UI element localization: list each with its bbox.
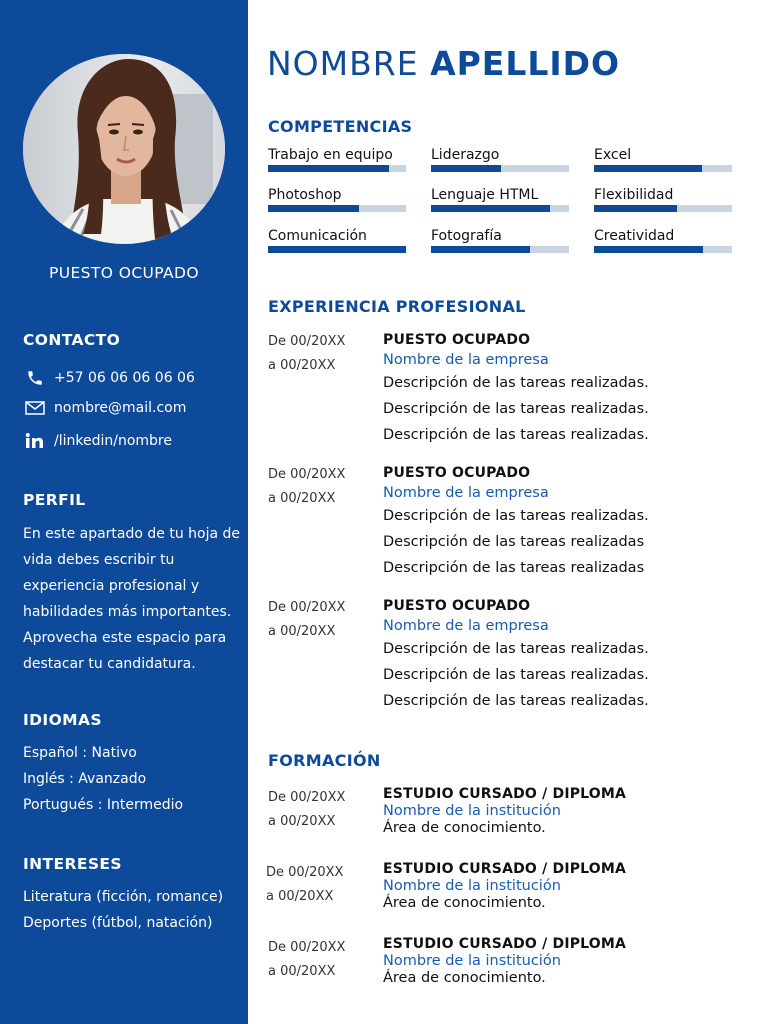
contact-heading: CONTACTO bbox=[23, 331, 121, 349]
skill-bar-fill bbox=[594, 165, 702, 172]
profile-text: En este apartado de tu hoja de vida debes escribir tu experiencia profesional y habilidades más importantes. Aprovecha este espacio para destacar tu candidatura. bbox=[23, 526, 241, 672]
skill-item bbox=[594, 185, 732, 212]
education-heading: FORMACIÓN bbox=[268, 751, 381, 770]
skill-item bbox=[594, 226, 732, 253]
date-from: De 00/20XX bbox=[268, 940, 346, 955]
skill-bar bbox=[268, 205, 406, 212]
task-description: Descripción de las tareas realizadas. bbox=[383, 693, 649, 709]
date-range bbox=[268, 786, 373, 834]
contact-linkedin[interactable] bbox=[24, 432, 172, 450]
date-range bbox=[268, 596, 373, 644]
skill-bar-fill bbox=[431, 165, 501, 172]
linkedin-text: /linkedin/nombre bbox=[54, 433, 172, 449]
date-to: a 00/20XX bbox=[268, 358, 336, 373]
skill-bar-fill bbox=[268, 246, 406, 253]
language-item: Inglés : Avanzado bbox=[23, 771, 147, 787]
date-to: a 00/20XX bbox=[266, 889, 334, 904]
skill-bar bbox=[594, 205, 732, 212]
skill-item bbox=[268, 185, 406, 212]
skill-item bbox=[268, 226, 406, 253]
date-from: De 00/20XX bbox=[268, 334, 346, 349]
skill-bar-fill bbox=[268, 205, 359, 212]
skill-item bbox=[594, 145, 732, 172]
phone-icon bbox=[24, 369, 46, 387]
skill-bar bbox=[594, 165, 732, 172]
institution-name: Nombre de la institución bbox=[383, 953, 561, 969]
skill-bar bbox=[431, 246, 569, 253]
date-range bbox=[268, 330, 373, 378]
date-range bbox=[268, 463, 373, 511]
skill-bar-fill bbox=[594, 246, 703, 253]
skill-bar-fill bbox=[431, 246, 530, 253]
skill-item bbox=[431, 145, 569, 172]
candidate-name bbox=[267, 44, 620, 83]
last-name: APELLIDO bbox=[430, 44, 621, 83]
interests-heading: INTERESES bbox=[23, 855, 122, 873]
skill-bar-fill bbox=[594, 205, 677, 212]
skill-label: Trabajo en equipo bbox=[268, 147, 393, 163]
job-role: PUESTO OCUPADO bbox=[383, 598, 531, 614]
skill-bar bbox=[431, 165, 569, 172]
skill-item bbox=[431, 226, 569, 253]
skill-bar bbox=[268, 165, 406, 172]
skill-label: Creatividad bbox=[594, 228, 675, 244]
mail-icon bbox=[24, 399, 46, 417]
date-to: a 00/20XX bbox=[268, 624, 336, 639]
skill-item bbox=[431, 185, 569, 212]
task-description: Descripción de las tareas realizadas. bbox=[383, 375, 649, 391]
skill-label: Lenguaje HTML bbox=[431, 187, 539, 203]
task-description: Descripción de las tareas realizadas bbox=[383, 560, 645, 576]
degree-title: ESTUDIO CURSADO / DIPLOMA bbox=[383, 861, 627, 877]
institution-name: Nombre de la institución bbox=[383, 803, 561, 819]
interests-list bbox=[23, 884, 223, 936]
date-range bbox=[266, 861, 371, 909]
date-from: De 00/20XX bbox=[268, 600, 346, 615]
study-area: Área de conocimiento. bbox=[383, 895, 546, 911]
experience-heading: EXPERIENCIA PROFESIONAL bbox=[268, 297, 526, 316]
study-area: Área de conocimiento. bbox=[383, 820, 546, 836]
date-range bbox=[268, 936, 373, 984]
skill-bar-fill bbox=[431, 205, 550, 212]
languages-list bbox=[23, 740, 183, 818]
job-role: PUESTO OCUPADO bbox=[383, 332, 531, 348]
task-description: Descripción de las tareas realizadas. bbox=[383, 401, 649, 417]
institution-name: Nombre de la institución bbox=[383, 878, 561, 894]
task-description: Descripción de las tareas realizadas bbox=[383, 534, 645, 550]
task-description: Descripción de las tareas realizadas. bbox=[383, 667, 649, 683]
skill-label: Fotografía bbox=[431, 228, 502, 244]
phone-text: +57 06 06 06 06 06 bbox=[54, 370, 195, 386]
company-name: Nombre de la empresa bbox=[383, 485, 549, 501]
task-description: Descripción de las tareas realizadas. bbox=[383, 427, 649, 443]
study-area: Área de conocimiento. bbox=[383, 970, 546, 986]
skill-label: Photoshop bbox=[268, 187, 342, 203]
portrait-image bbox=[23, 54, 225, 244]
skill-label: Comunicación bbox=[268, 228, 367, 244]
contact-email[interactable] bbox=[24, 399, 186, 417]
date-to: a 00/20XX bbox=[268, 814, 336, 829]
company-name: Nombre de la empresa bbox=[383, 352, 549, 368]
contact-phone[interactable] bbox=[24, 369, 195, 387]
date-from: De 00/20XX bbox=[268, 467, 346, 482]
skill-bar-fill bbox=[268, 165, 389, 172]
linkedin-icon bbox=[24, 432, 46, 450]
skills-heading: COMPETENCIAS bbox=[268, 117, 413, 136]
degree-title: ESTUDIO CURSADO / DIPLOMA bbox=[383, 786, 627, 802]
skill-label: Flexibilidad bbox=[594, 187, 674, 203]
sidebar bbox=[0, 0, 248, 1024]
date-to: a 00/20XX bbox=[268, 964, 336, 979]
skill-bar bbox=[594, 246, 732, 253]
company-name: Nombre de la empresa bbox=[383, 618, 549, 634]
sidebar-job-title: PUESTO OCUPADO bbox=[49, 264, 199, 282]
skill-label: Excel bbox=[594, 147, 632, 163]
skill-label: Liderazgo bbox=[431, 147, 500, 163]
date-to: a 00/20XX bbox=[268, 491, 336, 506]
date-from: De 00/20XX bbox=[266, 865, 344, 880]
skill-bar bbox=[431, 205, 569, 212]
languages-heading: IDIOMAS bbox=[23, 711, 102, 729]
language-item: Portugués : Intermedio bbox=[23, 797, 184, 813]
email-text: nombre@mail.com bbox=[54, 400, 187, 416]
skill-bar bbox=[268, 246, 406, 253]
first-name: NOMBRE bbox=[267, 44, 419, 83]
skill-item bbox=[268, 145, 406, 172]
language-item: Español : Nativo bbox=[23, 745, 137, 761]
profile-photo bbox=[23, 54, 225, 244]
task-description: Descripción de las tareas realizadas. bbox=[383, 508, 649, 524]
interest-item: Deportes (fútbol, natación) bbox=[23, 915, 213, 931]
interest-item: Literatura (ficción, romance) bbox=[23, 889, 224, 905]
task-description: Descripción de las tareas realizadas. bbox=[383, 641, 649, 657]
job-role: PUESTO OCUPADO bbox=[383, 465, 531, 481]
profile-heading: PERFIL bbox=[23, 491, 86, 509]
date-from: De 00/20XX bbox=[268, 790, 346, 805]
degree-title: ESTUDIO CURSADO / DIPLOMA bbox=[383, 936, 627, 952]
